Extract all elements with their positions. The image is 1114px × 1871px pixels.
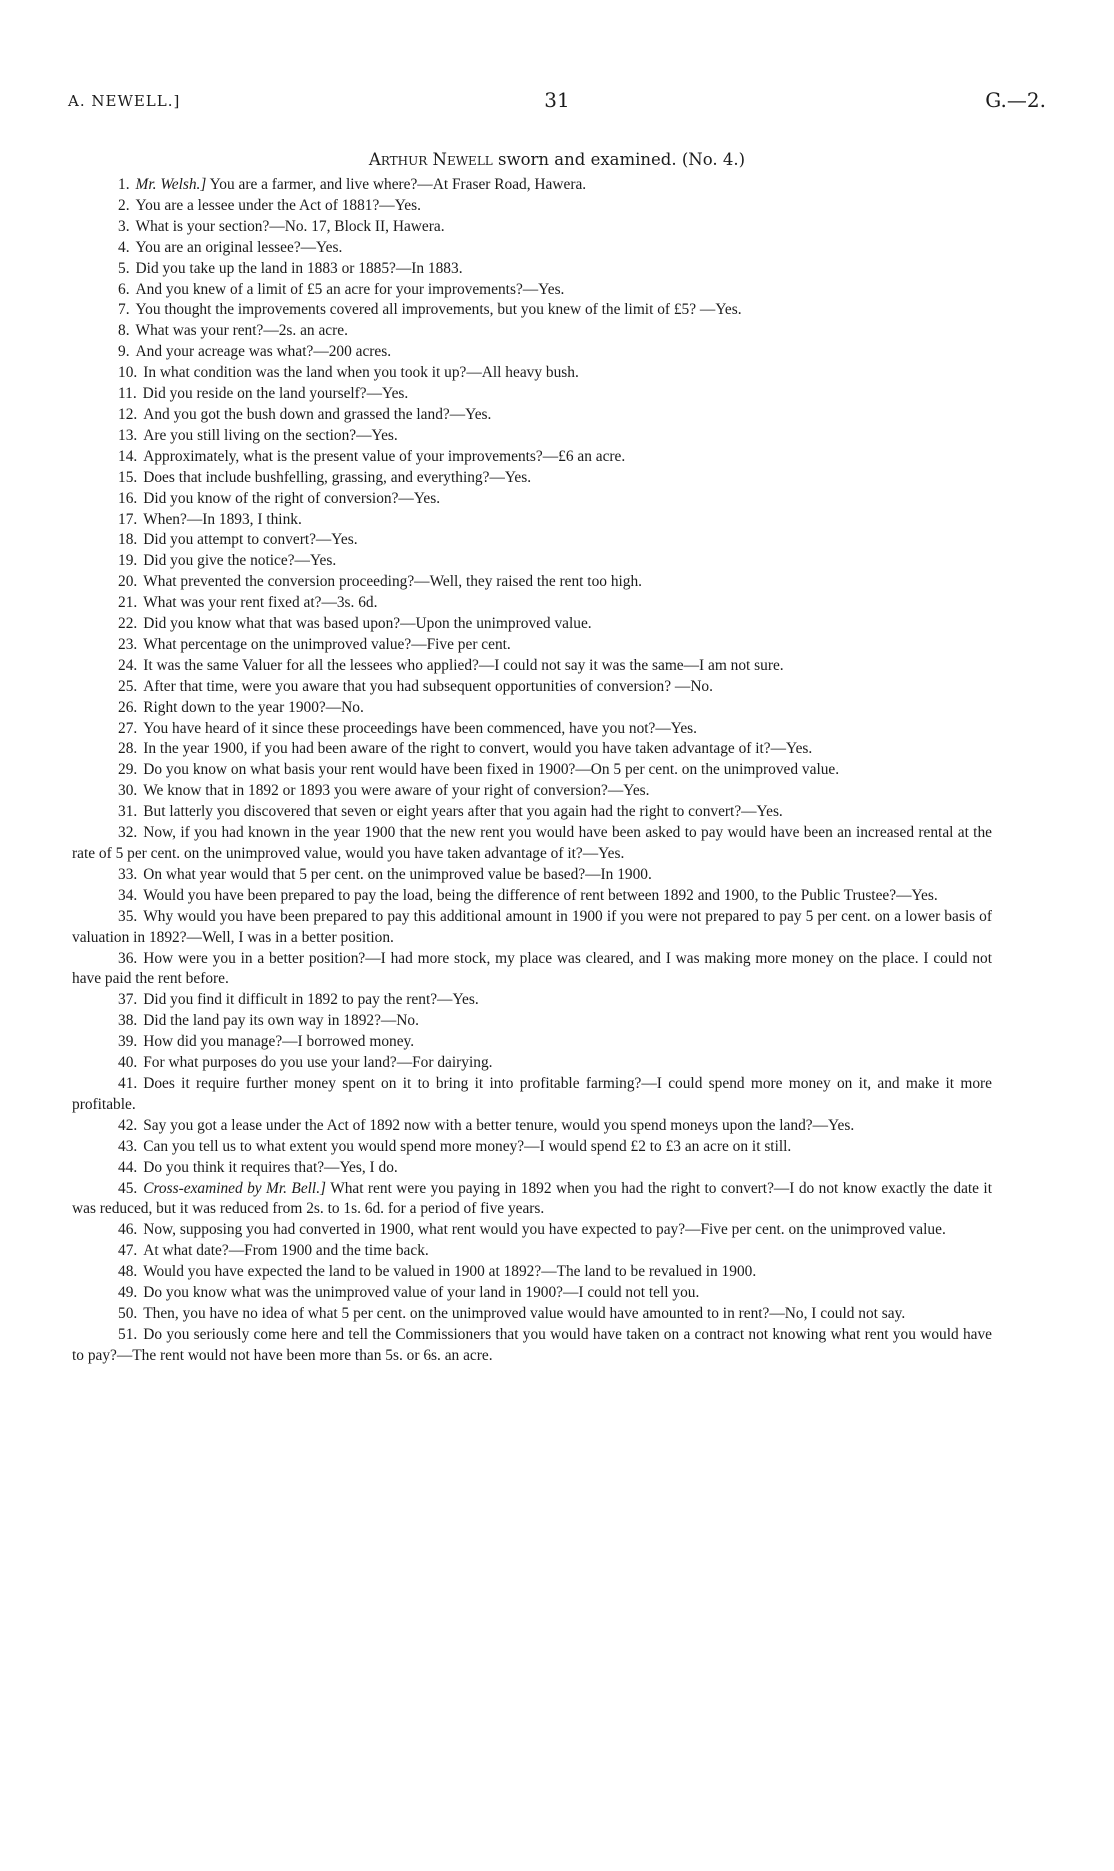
testimony-item [72,865,992,886]
examiner-attribution: Mr. Welsh.] [135,176,207,193]
question-answer-text: What prevented the conversion proceeding?—Well, they raised the rent too high. [143,573,643,591]
question-answer-text: Did you attempt to convert?—Yes. [143,531,358,549]
question-number: 28. [118,740,138,758]
testimony-item [72,1179,992,1221]
question-number: 43. [118,1137,138,1155]
question-number: 11. [118,385,137,403]
question-number: 47. [118,1242,138,1260]
testimony-item [72,572,992,593]
question-number: 15. [118,468,138,486]
testimony-item [72,1325,992,1367]
testimony-item [72,530,992,551]
witness-title-text: sworn and examined. [498,150,677,169]
question-answer-text: Would you have been prepared to pay the load, being the difference of rent between 1892 and 1900, to the Public Trustee?—Yes. [143,886,938,904]
question-answer-text: Can you tell us to what extent you would spend more money?—I would spend £2 to £3 an acre on it still. [143,1137,792,1155]
testimony-item [72,990,992,1011]
question-answer-text: What rent were you paying in 1892 when you had the right to convert?—I do not know exactly the date it was reduced, but it was reduced from 2s. to 1s. 6d. for a period of five years. [72,1179,992,1218]
testimony-item [72,760,992,781]
question-number: 40. [118,1054,138,1072]
question-number: 25. [118,677,138,695]
witness-header: A. NEWELL.] [68,92,181,110]
question-number: 18. [118,531,138,549]
question-answer-text: Does it require further money spent on it to bring it into profitable farming?—I could spend more money on it, and make it more profitable. [72,1074,992,1113]
question-answer-text: Does that include bushfelling, grassing, and everything?—Yes. [143,468,532,486]
question-number: 23. [118,635,138,653]
question-number: 33. [118,865,138,883]
question-number: 41. [118,1074,138,1092]
question-number: 22. [118,615,138,633]
question-answer-text: We know that in 1892 or 1893 you were aware of your right of conversion?—Yes. [143,782,650,800]
testimony-item [72,656,992,677]
question-number: 50. [118,1304,138,1322]
question-number: 42. [118,1116,138,1134]
question-number: 6. [118,280,130,298]
testimony-item [72,719,992,740]
question-answer-text: On what year would that 5 per cent. on the unimproved value be based?—In 1900. [143,865,652,883]
question-number: 13. [118,426,138,444]
testimony-item [72,1074,992,1116]
question-number: 21. [118,594,138,612]
question-number: 29. [118,761,138,779]
question-number: 24. [118,656,138,674]
testimony-item [72,823,992,865]
question-number: 31. [118,803,138,821]
testimony-item [72,677,992,698]
question-answer-text: Say you got a lease under the Act of 1892 now with a better tenure, would you spend moneys upon the land?—Yes. [143,1116,855,1134]
question-number: 17. [118,510,138,528]
question-number: 26. [118,698,138,716]
testimony-item [72,217,992,238]
question-answer-text: Do you know what was the unimproved value of your land in 1900?—I could not tell you. [143,1284,700,1302]
question-answer-text: You are a lessee under the Act of 1881?—Yes. [135,196,421,214]
question-answer-text: How did you manage?—I borrowed money. [143,1033,415,1051]
question-number: 1. [118,176,130,193]
running-header [68,88,1046,118]
question-answer-text: For what purposes do you use your land?—For dairying. [143,1054,493,1072]
question-number: 35. [118,907,138,925]
question-number: 2. [118,196,130,214]
question-number: 30. [118,782,138,800]
testimony-item [72,405,992,426]
testimony-item [72,384,992,405]
question-number: 12. [118,405,138,423]
testimony-item [72,907,992,949]
witness-name: Arthur Newell [368,150,493,169]
question-answer-text: Are you still living on the section?—Yes. [143,426,398,444]
testimony-item [72,635,992,656]
question-answer-text: You are a farmer, and live where?—At Fraser Road, Hawera. [209,176,587,193]
testimony-item [72,321,992,342]
question-number: 5. [118,259,130,277]
question-answer-text: And your acreage was what?—200 acres. [135,343,392,361]
testimony-item [72,300,992,321]
testimony-item [72,1158,992,1179]
question-number: 36. [118,949,138,967]
question-answer-text: Did you know what that was based upon?—Upon the unimproved value. [143,615,592,633]
question-number: 14. [118,447,138,465]
testimony-item [72,614,992,635]
testimony-item [72,1304,992,1325]
question-answer-text: And you knew of a limit of £5 an acre for your improvements?—Yes. [135,280,565,298]
testimony-item [72,510,992,531]
page-number: 31 [544,88,570,112]
question-number: 8. [118,322,130,340]
question-answer-text: It was the same Valuer for all the lessees who applied?—I could not say it was the same—I am not sure. [143,656,784,674]
question-number: 37. [118,991,138,1009]
question-answer-text: Did the land pay its own way in 1892?—No. [143,1012,419,1030]
question-number: 9. [118,343,130,361]
testimony-item [72,698,992,719]
question-answer-text: Did you give the notice?—Yes. [143,552,337,570]
question-answer-text: Do you think it requires that?—Yes, I do. [143,1158,398,1176]
testimony-list [72,175,992,1367]
question-number: 10. [118,364,138,382]
question-number: 49. [118,1284,138,1302]
question-answer-text: Do you seriously come here and tell the Commissioners that you would have taken on a contract not knowing what rent you would have to pay?—The rent would not have been more than 5s. or 6s. an acre. [72,1325,992,1364]
testimony-item [72,1011,992,1032]
testimony-item [72,1283,992,1304]
testimony-item [72,1053,992,1074]
testimony-item [72,886,992,907]
testimony-item [72,802,992,823]
testimony-item [72,739,992,760]
question-answer-text: In the year 1900, if you had been aware of the right to convert, would you have taken advantage of it?—Yes. [143,740,813,758]
question-answer-text: Right down to the year 1900?—No. [143,698,364,716]
examiner-attribution: Cross-examined by Mr. Bell.] [143,1179,327,1197]
witness-number: (No. 4.) [681,150,746,169]
question-number: 45. [118,1179,138,1197]
question-answer-text: Did you reside on the land yourself?—Yes. [142,385,409,403]
question-answer-text: Why would you have been prepared to pay this additional amount in 1900 if you were not prepared to pay 5 per cent. on a lower basis of valuation in 1892?—Well, I was in a better position. [72,907,992,946]
testimony-item [72,1116,992,1137]
testimony-item [72,781,992,802]
testimony-item [72,426,992,447]
testimony-item [72,1241,992,1262]
testimony-item [72,551,992,572]
question-number: 38. [118,1012,138,1030]
testimony-item [72,175,992,196]
question-answer-text: You have heard of it since these proceedings have been commenced, have you not?—Yes. [143,719,698,737]
testimony-item [72,1262,992,1283]
testimony-item [72,489,992,510]
question-answer-text: At what date?—From 1900 and the time back. [143,1242,429,1260]
question-number: 19. [118,552,138,570]
question-number: 4. [118,238,130,256]
question-number: 7. [118,301,130,319]
question-answer-text: Did you know of the right of conversion?—Yes. [143,489,441,507]
question-answer-text: You are an original lessee?—Yes. [135,238,343,256]
question-number: 27. [118,719,138,737]
testimony-item [72,238,992,259]
question-number: 39. [118,1033,138,1051]
question-answer-text: Now, supposing you had converted in 1900, what rent would you have expected to pay?—Five per cent. on the unimproved value. [143,1221,946,1239]
question-number: 34. [118,886,138,904]
testimony-item [72,447,992,468]
testimony-item [72,280,992,301]
question-answer-text: In what condition was the land when you took it up?—All heavy bush. [143,364,579,382]
question-number: 16. [118,489,138,507]
question-answer-text: After that time, were you aware that you had subsequent opportunities of conversion? —No. [143,677,713,695]
question-answer-text: Would you have expected the land to be valued in 1900 at 1892?—The land to be revalued in 1900. [143,1263,757,1281]
question-answer-text: When?—In 1893, I think. [143,510,302,528]
testimony-item [72,1032,992,1053]
question-answer-text: Do you know on what basis your rent would have been fixed in 1900?—On 5 per cent. on the unimproved value. [143,761,840,779]
question-number: 48. [118,1263,138,1281]
question-answer-text: What was your rent?—2s. an acre. [135,322,348,340]
question-answer-text: You thought the improvements covered all improvements, but you knew of the limit of £5? —Yes. [135,301,742,319]
witness-title [0,150,1114,169]
testimony-item [72,593,992,614]
question-answer-text: What percentage on the unimproved value?—Five per cent. [143,635,511,653]
question-number: 44. [118,1158,138,1176]
question-answer-text: Then, you have no idea of what 5 per cent. on the unimproved value would have amounted to in rent?—No, I could not say. [143,1304,906,1322]
question-number: 20. [118,573,138,591]
document-reference: G.—2. [985,88,1046,112]
question-answer-text: Approximately, what is the present value of your improvements?—£6 an acre. [143,447,626,465]
question-answer-text: Did you take up the land in 1883 or 1885?—In 1883. [135,259,463,277]
question-answer-text: Did you find it difficult in 1892 to pay the rent?—Yes. [143,991,479,1009]
testimony-item [72,259,992,280]
question-answer-text: What was your rent fixed at?—3s. 6d. [143,594,378,612]
question-answer-text: How were you in a better position?—I had more stock, my place was cleared, and I was making more money on the place. I could not have paid the rent before. [72,949,992,988]
testimony-item [72,1220,992,1241]
question-number: 32. [118,824,138,842]
question-answer-text: What is your section?—No. 17, Block II, Hawera. [135,217,445,235]
question-answer-text: Now, if you had known in the year 1900 that the new rent you would have been asked to pay would have been an increased rental at the rate of 5 per cent. on the unimproved value, would you have taken advantage of it?—Yes. [72,824,992,862]
question-answer-text: But latterly you discovered that seven or eight years after that you again had the right to convert?—Yes. [143,803,783,821]
testimony-item [72,1137,992,1158]
question-number: 51. [118,1325,138,1343]
testimony-item [72,468,992,489]
question-number: 3. [118,217,130,235]
question-answer-text: And you got the bush down and grassed the land?—Yes. [143,405,492,423]
testimony-item [72,196,992,217]
testimony-item [72,363,992,384]
testimony-item [72,342,992,363]
question-number: 46. [118,1221,138,1239]
testimony-item [72,949,992,991]
